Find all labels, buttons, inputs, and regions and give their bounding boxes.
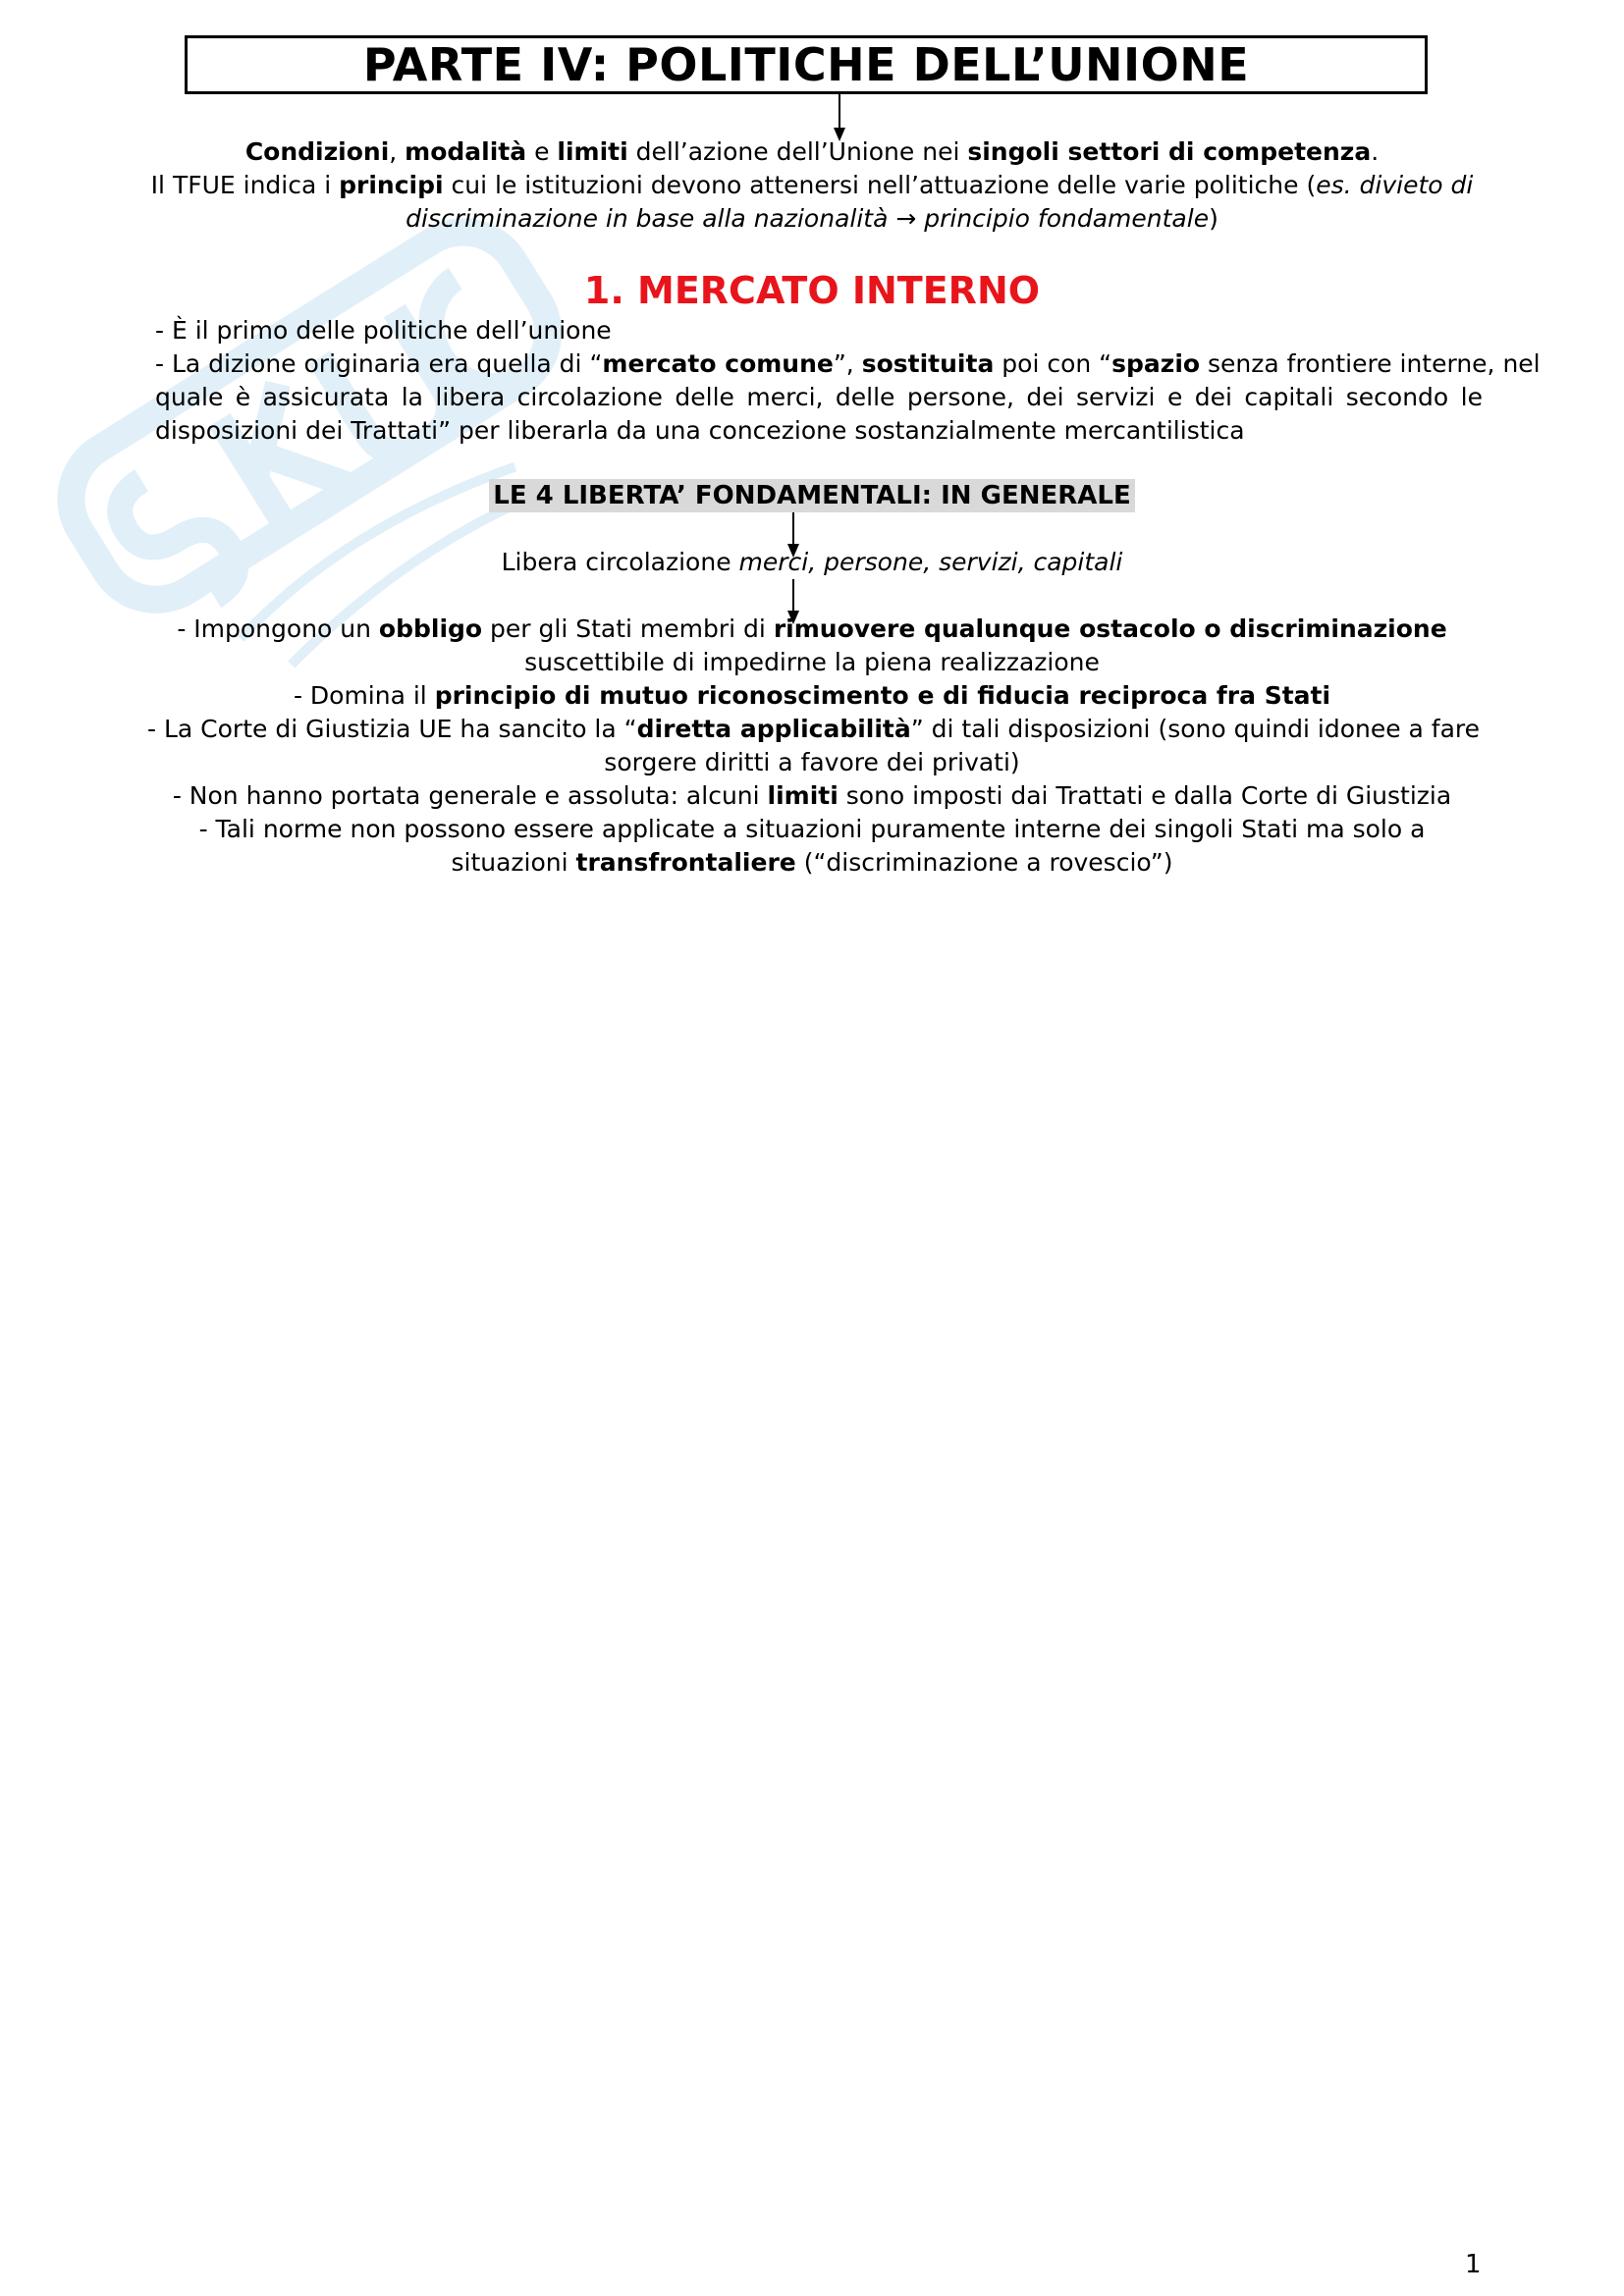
term-mutuo-riconoscimento: principio di mutuo riconoscimento e di fiducia reciproca fra Stati — [434, 681, 1331, 710]
point-limiti — [147, 779, 1477, 813]
arrow-down-icon — [834, 94, 845, 141]
intro-text: dell’azione dell’Unione nei — [627, 137, 968, 166]
intro-term-principi: principi — [339, 171, 444, 199]
intro-text: cui le istituzioni devono attenersi nell’attuazione delle varie politiche ( — [443, 171, 1317, 199]
text: per gli Stati membri di — [482, 614, 774, 643]
text: (“discriminazione a rovescio”) — [795, 848, 1173, 877]
intro-line-3 — [147, 202, 1477, 236]
intro-example: discriminazione in base alla nazionalità → principio fondamentale — [406, 204, 1210, 233]
term-limiti: limiti — [767, 781, 839, 810]
text: poi con “ — [994, 349, 1112, 378]
text: - Non hanno portata generale e assoluta: alcuni — [172, 781, 768, 810]
point-diretta-applicabilita-line-2: sorgere diritti a favore dei privati) — [604, 748, 1020, 776]
freedoms-heading: LE 4 LIBERTA’ FONDAMENTALI: IN GENERALE — [489, 479, 1134, 512]
section-bullet-2-line-3: disposizioni dei Trattati” per liberarla da una concezione sostanzialmente mercantilistica — [155, 416, 1245, 445]
free-circulation-line — [147, 546, 1477, 579]
freedoms-list: merci, persone, servizi, capitali — [738, 548, 1123, 576]
page-title: PARTE IV: POLITICHE DELL’UNIONE — [362, 38, 1250, 91]
text: - Impongono un — [177, 614, 379, 643]
term-transfrontaliere: transfrontaliere — [575, 848, 796, 877]
intro-text: , — [389, 137, 406, 166]
point-transfrontaliere-line-1: - Tali norme non possono essere applicate a situazioni puramente interne dei singoli Stati ma solo a — [198, 815, 1426, 843]
intro-text: . — [1371, 137, 1380, 166]
intro-term-modalita: modalità — [405, 137, 527, 166]
intro-example: es. divieto di — [1316, 171, 1474, 199]
text: - La dizione originaria era quella di “ — [155, 349, 603, 378]
text: sono imposti dai Trattati e dalla Corte di Giustizia — [838, 781, 1452, 810]
text: senza frontiere interne, nel — [1200, 349, 1541, 378]
term-sostituita: sostituita — [861, 349, 995, 378]
intro-text: Il TFUE indica i — [150, 171, 340, 199]
section-title: 1. MERCATO INTERNO — [583, 269, 1041, 312]
text: Libera circolazione — [501, 548, 739, 576]
subheading-wrapper — [147, 479, 1477, 512]
term-mercato-comune: mercato comune — [602, 349, 834, 378]
term-spazio: spazio — [1111, 349, 1201, 378]
section-bullet-2-line-2: quale è assicurata la libera circolazione delle merci, delle persone, dei servizi e dei capitali secondo le — [155, 383, 1483, 411]
text: - Domina il — [293, 681, 435, 710]
page-title-box — [185, 35, 1428, 94]
text: ” di tali disposizioni (sono quindi idonee a fare — [910, 715, 1481, 743]
term-diretta-applicabilita: diretta applicabilità — [636, 715, 911, 743]
point-obbligo-line-1 — [147, 613, 1477, 646]
intro-term-settori: singoli settori di competenza — [967, 137, 1372, 166]
point-obbligo-line-2: suscettibile di impedirne la piena realizzazione — [524, 648, 1100, 676]
section-bullet-2-line-1 — [155, 347, 1541, 381]
text: ”, — [833, 349, 862, 378]
intro-line-1 — [147, 135, 1477, 169]
page-number: 1 — [1465, 2250, 1482, 2279]
text: situazioni — [451, 848, 576, 877]
term-obbligo: obbligo — [378, 614, 483, 643]
point-mutuo-riconoscimento — [147, 679, 1477, 713]
intro-text: ) — [1209, 204, 1218, 233]
section-bullet-1: - È il primo delle politiche dell’unione — [155, 316, 612, 345]
intro-term-limiti: limiti — [557, 137, 628, 166]
text: - La Corte di Giustizia UE ha sancito la “ — [147, 715, 637, 743]
intro-term-condizioni: Condizioni — [244, 137, 390, 166]
term-rimuovere-ostacolo: rimuovere qualunque ostacolo o discriminazione — [773, 614, 1447, 643]
intro-line-2 — [147, 169, 1477, 202]
intro-text: e — [526, 137, 558, 166]
point-diretta-applicabilita-line-1 — [147, 713, 1481, 746]
point-transfrontaliere-line-2 — [147, 846, 1477, 880]
